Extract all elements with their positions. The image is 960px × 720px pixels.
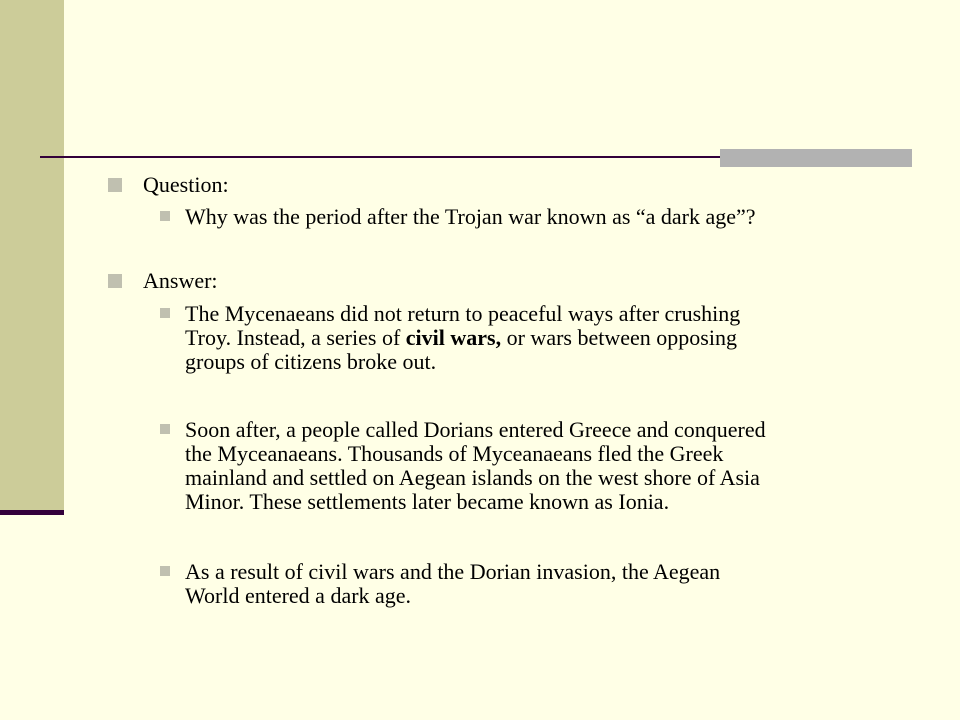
square-bullet-icon [108,178,122,192]
question-label: Question: [143,172,229,197]
answer-p1-line2-end: or wars between opposing [501,325,737,350]
answer-p1-line3: groups of citizens broke out. [185,349,437,374]
square-bullet-icon [160,566,170,576]
answer-p2-line2: the Myceanaeans. Thousands of Myceanaeans fled the Greek [185,441,724,466]
answer-p1-line2-start: Troy. Instead, a series of [185,325,406,350]
square-bullet-icon [160,211,170,221]
answer-p2-line1: Soon after, a people called Dorians entered Greece and conquered [185,417,766,442]
square-bullet-icon [108,274,122,288]
answer-p1-line2 [185,326,905,350]
answer-p2-line4: Minor. These settlements later became known as Ionia. [185,489,670,514]
square-bullet-icon [160,308,170,318]
answer-label: Answer: [143,268,218,293]
answer-p2-line3: mainland and settled on Aegean islands on the west shore of Asia [185,465,760,490]
answer-p3-line1: As a result of civil wars and the Dorian invasion, the Aegean [185,559,721,584]
answer-p1-line1: The Mycenaeans did not return to peaceful ways after crushing [185,301,741,326]
answer-p3-line2: World entered a dark age. [185,583,412,608]
civil-wars-term: civil wars, [405,325,502,350]
square-bullet-icon [160,424,170,434]
question-text: Why was the period after the Trojan war known as “a dark age”? [185,204,756,229]
